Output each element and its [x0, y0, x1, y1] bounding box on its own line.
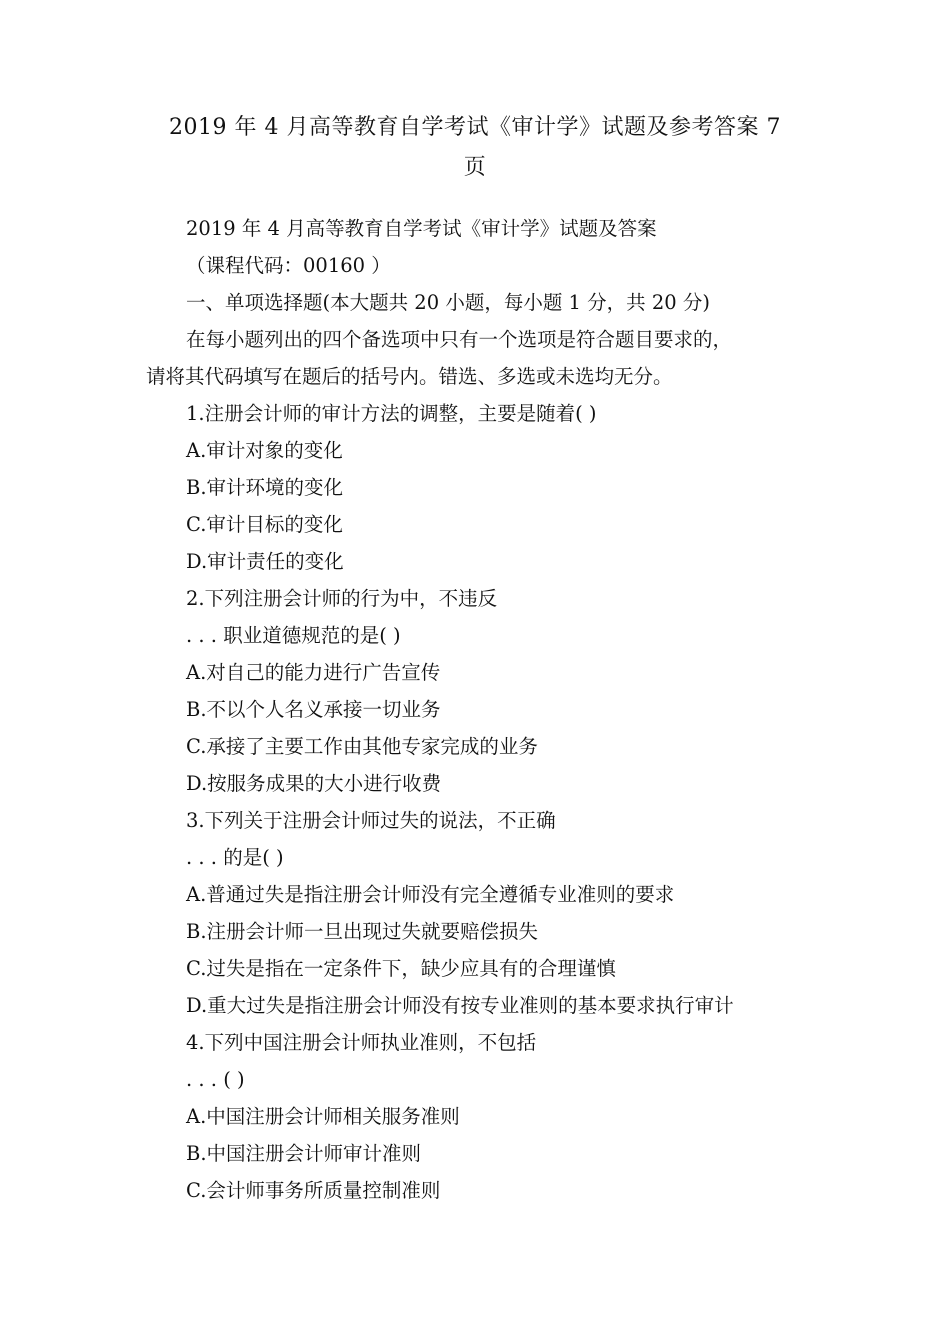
text-line: A.中国注册会计师相关服务准则 — [186, 1105, 460, 1128]
text-line: 请将其代码填写在题后的括号内。错选、多选或未选均无分。 — [146, 365, 673, 388]
text-line: C.过失是指在一定条件下，缺少应具有的合理谨慎 — [186, 957, 616, 980]
text-line: 在每小题列出的四个备选项中只有一个选项是符合题目要求的， — [186, 328, 733, 351]
text-line: A.对自己的能力进行广告宣传 — [186, 661, 441, 684]
text-line: C.会计师事务所质量控制准则 — [186, 1179, 441, 1202]
text-line: 3.下列关于注册会计师过失的说法，不正确 — [186, 809, 556, 832]
title-line-1: 2019 年 4 月高等教育自学考试《审计学》试题及参考答案 7 — [169, 115, 781, 140]
text-line: 2.下列注册会计师的行为中，不违反 — [186, 587, 498, 610]
title-line-2: 页 — [463, 155, 487, 180]
text-line: （课程代码：00160 ） — [186, 254, 391, 277]
document-title — [120, 108, 830, 188]
text-line: A.普通过失是指注册会计师没有完全遵循专业准则的要求 — [186, 883, 675, 906]
text-line: . . . 职业道德规范的是( ) — [186, 624, 401, 647]
text-line: . . . 的是( ) — [186, 846, 284, 869]
document-body — [146, 210, 806, 1209]
text-line: A.审计对象的变化 — [186, 439, 343, 462]
text-line: 4.下列中国注册会计师执业准则，不包括 — [186, 1031, 537, 1054]
text-line: D.重大过失是指注册会计师没有按专业准则的基本要求执行审计 — [186, 994, 734, 1017]
text-line: B.注册会计师一旦出现过失就要赔偿损失 — [186, 920, 539, 943]
text-line: C.审计目标的变化 — [186, 513, 343, 536]
text-line: . . . ( ) — [186, 1068, 245, 1091]
text-line: B.审计环境的变化 — [186, 476, 344, 499]
text-line: 1.注册会计师的审计方法的调整，主要是随着( ) — [186, 402, 597, 425]
text-line: B.不以个人名义承接一切业务 — [186, 698, 441, 721]
text-line: C.承接了主要工作由其他专家完成的业务 — [186, 735, 538, 758]
text-line: D.审计责任的变化 — [186, 550, 344, 573]
text-line: 2019 年 4 月高等教育自学考试《审计学》试题及答案 — [186, 217, 657, 240]
text-line: D.按服务成果的大小进行收费 — [186, 772, 442, 795]
text-line: B.中国注册会计师审计准则 — [186, 1142, 422, 1165]
text-line: 一、单项选择题(本大题共 20 小题，每小题 1 分，共 20 分) — [186, 291, 710, 314]
